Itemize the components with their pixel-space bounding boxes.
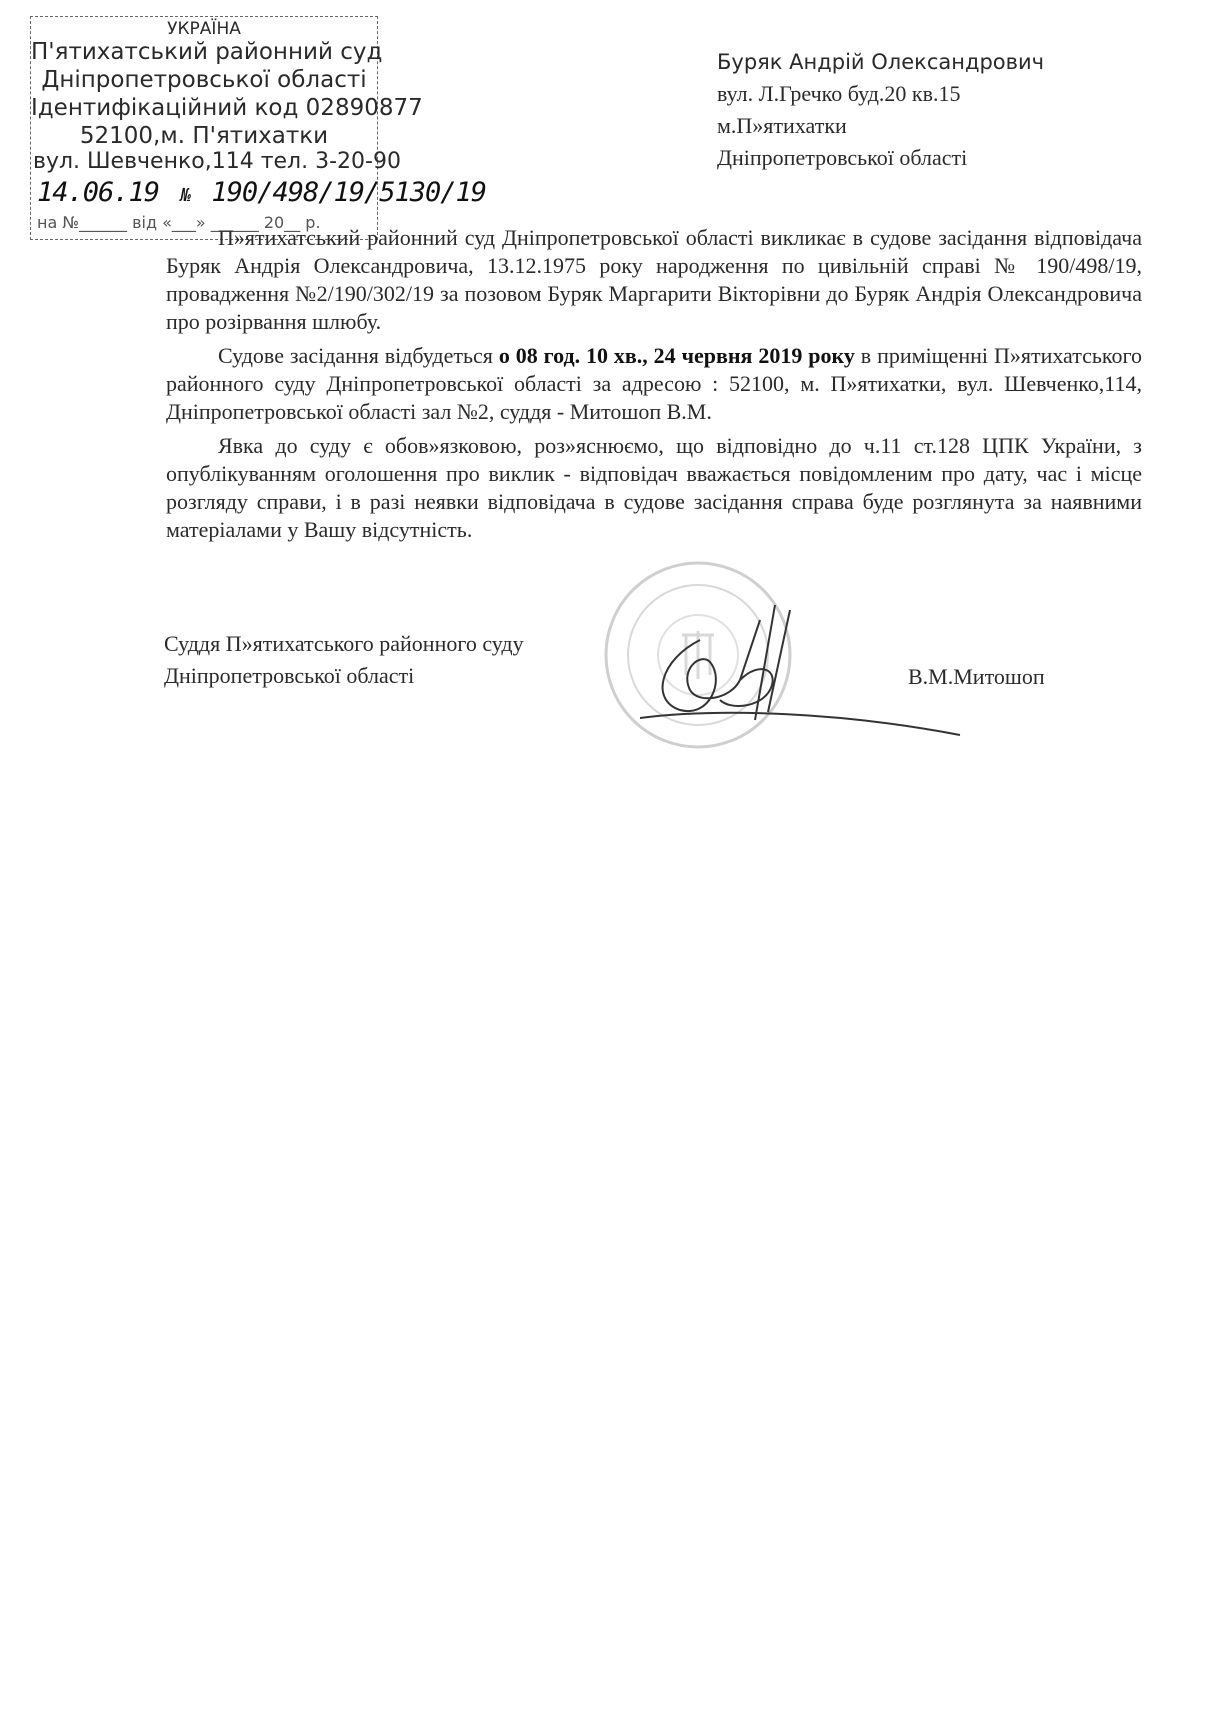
addressee-name: Буряк Андрій Олександрович bbox=[717, 50, 1045, 74]
summons-paragraph-2 bbox=[166, 342, 1142, 426]
stamp-court-name: П'ятихатський районний суд bbox=[31, 39, 383, 65]
addressee-region: Дніпропетровської області bbox=[717, 145, 968, 170]
hearing-intro: Судове засідання відбудеться bbox=[218, 343, 499, 368]
judge-name: В.М.Митошоп bbox=[908, 664, 1045, 689]
addressee-street: вул. Л.Гречко буд.20 кв.15 bbox=[717, 81, 961, 106]
stamp-country: УКРАЇНА bbox=[167, 19, 241, 39]
hearing-datetime: о 08 год. 10 хв., 24 червня 2019 року bbox=[498, 343, 855, 368]
summons-paragraph-1: П»ятихатський районний суд Дніпропетровської області викликає в судове засідання відповідача Буряк Андрія Олександровича, 13.12.1975 року народження по цивільній справі № 190/498/19, провадження №2/190/302/19 за позовом Буряк Маргарити Вікторівни до Буряк Андрія Олександровича про розірвання шлюбу. bbox=[166, 225, 1142, 334]
judge-title-line-2: Дніпропетровської області bbox=[164, 663, 415, 688]
judge-title bbox=[164, 628, 524, 692]
stamp-number-sign: № bbox=[180, 185, 191, 206]
summons-paragraph-3: Явка до суду є обов»язковою, роз»яснюємо, що відповідно до ч.11 ст.128 ЦПК України, з опублікуванням оголошення про виклик - відповідач вважається повідомленим про дату, час і місце розгляду справи, і в разі неявки відповідача в судове засідання справа буде розглянута за наявними матеріалами у Вашу відсутність. bbox=[166, 433, 1142, 542]
addressee-city: м.П»ятихатки bbox=[717, 113, 847, 138]
stamp-postal: 52100,м. П'ятихатки bbox=[79, 123, 329, 149]
stamp-id-code: Ідентифікаційний код 02890877 bbox=[31, 95, 423, 121]
stamp-address: вул. Шевченко,114 тел. 3-20-90 bbox=[33, 149, 401, 174]
stamp-date: 14.06.19 bbox=[37, 177, 160, 208]
hearing-location: в приміщенні П»ятихатського районного суду Дніпропетровської області за адресою : 52100, м. П»ятихатки, вул. Шевченко,114, Дніпропетровської області зал №2, суддя - Митошоп В.М. bbox=[166, 343, 1142, 424]
stamp-registration bbox=[37, 177, 486, 208]
summons-body bbox=[166, 224, 1142, 550]
addressee-block bbox=[717, 46, 1044, 174]
stamp-region: Дніпропетровської області bbox=[41, 67, 367, 93]
stamp-registration-number: 190/498/19/5130/19 bbox=[211, 177, 487, 208]
stamp-bottom-line: на №______ від «___» ______ 20__ р. bbox=[37, 213, 321, 232]
court-registry-stamp bbox=[30, 16, 487, 240]
judge-title-line-1: Суддя П»ятихатського районного суду bbox=[164, 631, 524, 656]
